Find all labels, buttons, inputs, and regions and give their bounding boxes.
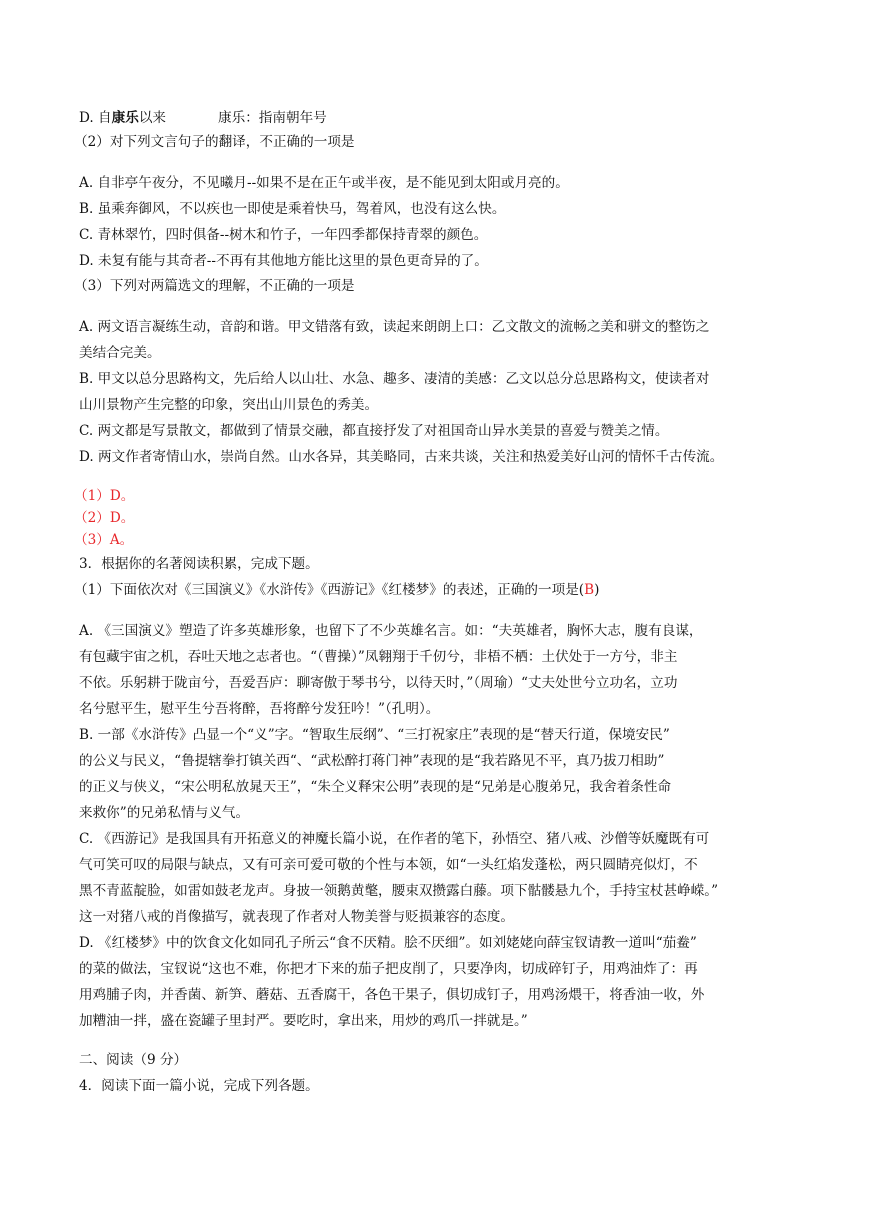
reading-section-heading: 二、阅读（9 分） bbox=[79, 1052, 188, 1068]
classics-option-d-line3: 用鸡脯子肉，并香菌、新笋、蘑菇、五香腐干，各色干果子，俱切成钉子，用鸡汤煨干，将香油一收，外 bbox=[79, 987, 705, 1003]
answer-2: （2）D。 bbox=[74, 510, 135, 526]
question-3-option-b-line2: 山川景物产生完整的印象，突出山川景色的秀美。 bbox=[79, 397, 379, 413]
option-d-prefix: D. 自 bbox=[79, 110, 112, 126]
classics-option-a-line4: 名兮慰平生，慰平生兮吾将醉，吾将醉兮发狂吟！”（孔明）。 bbox=[79, 701, 440, 717]
option-d-note: 康乐：指南朝年号 bbox=[218, 110, 327, 126]
question-3-option-a-line1: A. 两文语言凝练生动，音韵和谐。甲文错落有致，读起来朗朗上口：乙文散文的流畅之美和骈文的整饬之 bbox=[79, 319, 710, 335]
question-2-option-b: B. 虽乘奔御风，不以疾也一即使是乘着快马，驾着风，也没有这么快。 bbox=[79, 201, 506, 217]
classics-question-answer: B bbox=[584, 582, 595, 598]
classics-option-b-line2: 的公义与民义，“鲁提辖拳打镇关西“、“武松醉打蒋门神”表现的是“我若路见不平，真乃拔刀相助” bbox=[79, 753, 665, 769]
classics-option-d-line2: 的菜的做法，宝钗说“这也不难，你把才下来的茄子把皮削了，只要净肉，切成碎钉子，用鸡油炸了：再 bbox=[79, 961, 698, 977]
classics-option-c-line1: C. 《西游记》是我国具有开拓意义的神魔长篇小说，在作者的笔下，孙悟空、猪八戒、沙僧等妖魔既有可 bbox=[79, 831, 710, 847]
question-2-prompt: （2）对下列文言句子的翻译，不正确的一项是 bbox=[74, 134, 355, 150]
classics-option-b-line1: B. 一部《水浒传》凸显一个“义”字。“智取生辰纲”、“三打祝家庄”表现的是“替天行道，保境安民” bbox=[79, 727, 670, 743]
question-2-option-a: A. 自非亭午夜分，不见曦月--如果不是在正午或半夜，是不能见到太阳或月亮的。 bbox=[79, 175, 569, 191]
classics-question-prompt bbox=[74, 580, 599, 600]
reading-instruction: 4．阅读下面一篇小说，完成下列各题。 bbox=[79, 1078, 319, 1094]
question-3-prompt: （3）下列对两篇选文的理解，不正确的一项是 bbox=[74, 278, 355, 294]
option-d-bold-term: 康乐 bbox=[111, 110, 139, 126]
question-3-option-d: D. 两文作者寄情山水，崇尚自然。山水各异，其美略同，古来共谈，关注和热爱美好山河的情怀千古传流。 bbox=[79, 449, 724, 465]
classics-option-d-line1: D. 《红楼梦》中的饮食文化如同孔子所云“食不厌精。脍不厌细”。如刘姥姥向薛宝钗请教一道叫“茄鲞” bbox=[79, 935, 697, 951]
option-d-line bbox=[79, 108, 327, 128]
question-2-option-d: D. 未复有能与其奇者--不再有其他地方能比这里的景色更奇异的了。 bbox=[79, 253, 488, 269]
classics-question-close: ) bbox=[594, 582, 600, 598]
question-3-option-a-line2: 美结合完美。 bbox=[79, 345, 161, 361]
question-3-option-c: C. 两文都是写景散文，都做到了情景交融，都直接抒发了对祖国奇山异水美景的喜爱与赞美之情。 bbox=[79, 423, 669, 439]
classics-option-a-line2: 有包藏宇宙之机，吞吐天地之志者也。“（曹操）”凤翱翔于千仞兮，非梧不栖：土伏处于一方兮，非主 bbox=[79, 649, 678, 665]
classics-option-c-line4: 这一对猪八戒的肖像描写，就表现了作者对人物美誉与贬损兼容的态度。 bbox=[79, 909, 514, 925]
classics-question-text: （1）下面依次对《三国演义》《水浒传》《西游记》《红楼梦》的表述，正确的一项是( bbox=[74, 582, 585, 598]
answer-1: （1）D。 bbox=[74, 488, 135, 504]
classics-option-c-line3: 黑不青蓝靛脸，如雷如鼓老龙声。身披一领鹅黄氅，腰束双攒露白藤。项下骷髅悬九个，手持宝杖甚峥嵘。” bbox=[79, 883, 719, 899]
classics-option-a-line3: 不依。乐躬耕于陇亩兮，吾爱吾庐：聊寄傲于琴书兮，以待天时，”（周瑜）“丈夫处世兮立功名，立功 bbox=[79, 675, 678, 691]
classics-option-b-line4: 来救你”的兄弟私情与义气。 bbox=[79, 805, 250, 821]
classics-option-a-line1: A. 《三国演义》塑造了许多英雄形象，也留下了不少英雄名言。如：“夫英雄者，胸怀大志，腹有良谋， bbox=[79, 623, 703, 639]
classics-option-c-line2: 气可笑可叹的局限与缺点，又有可亲可爱可敬的个性与本领，如“一头红焰发蓬松，两只圆睛亮似灯，不 bbox=[79, 857, 698, 873]
answer-3: （3）A。 bbox=[74, 532, 134, 548]
classics-option-d-line4: 加糟油一拌，盛在瓷罐子里封严。要吃时，拿出来，用炒的鸡爪一拌就是。” bbox=[79, 1013, 528, 1029]
question-2-option-c: C. 青林翠竹，四时俱备--树木和竹子，一年四季都保持青翠的颜色。 bbox=[79, 227, 488, 243]
question-3-heading: 3．根据你的名著阅读积累，完成下题。 bbox=[79, 556, 319, 572]
option-d-suffix: 以来 bbox=[138, 110, 167, 126]
question-3-option-b-line1: B. 甲文以总分思路构文，先后给人以山壮、水急、趣多、凄清的美感：乙文以总分总思路构文，使读者对 bbox=[79, 371, 710, 387]
classics-option-b-line3: 的正义与侠义，“宋公明私放晁天王”，“朱仝义释宋公明”表现的是“兄弟是心腹弟兄，我舍着条性命 bbox=[79, 779, 672, 795]
